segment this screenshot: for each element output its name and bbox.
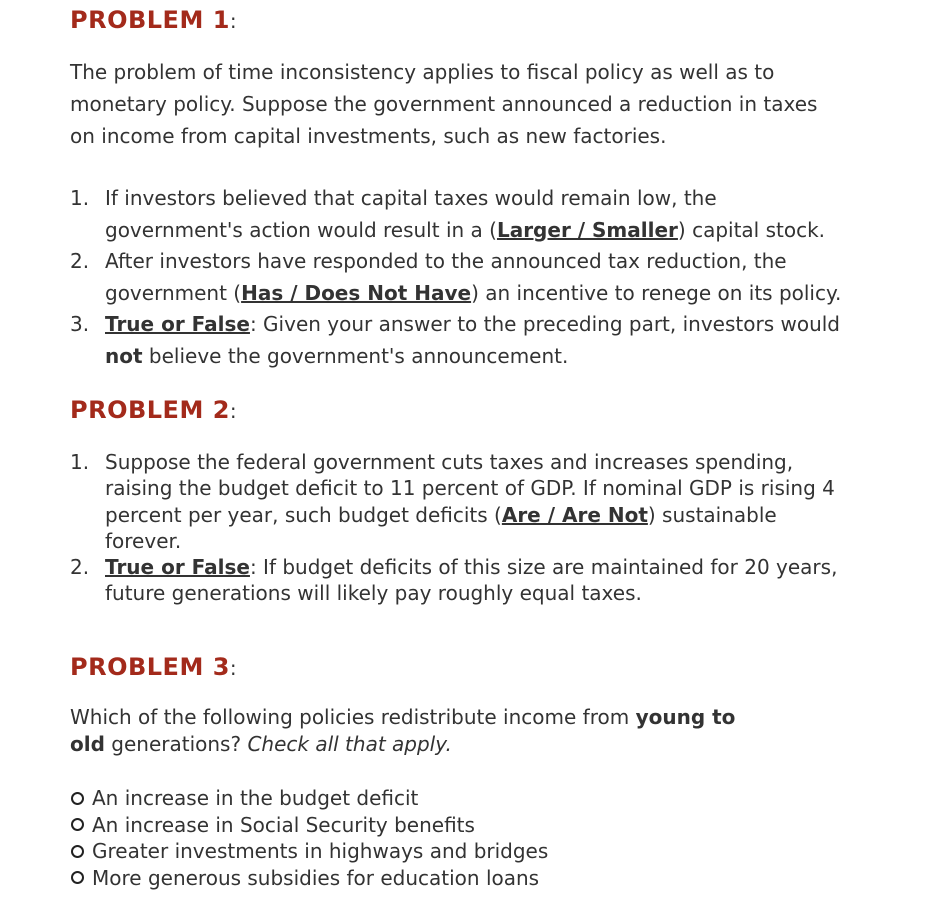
problem-3-title-text: PROBLEM 3: [70, 653, 230, 681]
question-text: True or False: If budget deficits of this size are maintained for 20 years,: [105, 555, 838, 580]
option-social-security[interactable]: [70, 812, 548, 839]
question-text: government's action would result in a (Larger / Smaller) capital stock.: [105, 217, 826, 242]
option-label: An increase in Social Security benefits: [92, 812, 475, 837]
checkbox-icon[interactable]: [71, 792, 84, 805]
option-education-loans[interactable]: [70, 865, 548, 892]
option-budget-deficit[interactable]: [70, 785, 548, 812]
option-label: More generous subsidies for education loans: [92, 865, 540, 890]
question-text: True or False: Given your answer to the preceding part, investors would: [105, 312, 841, 336]
true-false-dropdown[interactable]: True or False: [105, 312, 250, 336]
option-label: An increase in the budget deficit: [92, 786, 419, 810]
problem-1-intro: [70, 56, 910, 152]
question-text: not believe the government's announcement.: [105, 343, 569, 368]
problem-3-options: [70, 785, 548, 891]
problem-1-question-2: 2. After investors have responded to the announced tax reduction, the government (Has / Does Not Have) an incentive to renege on its policy.: [70, 246, 910, 309]
problem-1-title-text: PROBLEM 1: [70, 6, 230, 34]
larger-smaller-dropdown[interactable]: Larger / Smaller: [496, 217, 678, 242]
problem-2-question-2: 2. True or False: If budget deficits of this size are maintained for 20 years, future generations will likely pay roughly equal taxes.: [70, 554, 910, 607]
question-text: raising the budget deficit to 11 percent of GDP. If nominal GDP is rising 4: [105, 476, 835, 501]
problem-2-question-1: 1. Suppose the federal government cuts taxes and increases spending, raising the budget deficit to 11 percent of GDP. If nominal GDP is rising 4 percent per year, such budget deficits (Are / Are Not) sustainable forever.: [70, 449, 910, 554]
problem-2-questions: [70, 449, 910, 607]
problem-2-title: PROBLEM 2:: [70, 396, 238, 424]
question-text: future generations will likely pay roughly equal taxes.: [105, 581, 642, 606]
question-text: If investors believed that capital taxes would remain low, the: [105, 186, 717, 210]
problem-1-question-1: 1. If investors believed that capital taxes would remain low, the government's action would result in a (Larger / Smaller) capital stock.: [70, 183, 910, 246]
problem-2-title-text: PROBLEM 2: [70, 396, 230, 424]
has-does-not-have-dropdown[interactable]: Has / Does Not Have: [241, 280, 472, 305]
option-highways-bridges[interactable]: [70, 838, 548, 865]
question-text: percent per year, such budget deficits (Are / Are Not) sustainable: [105, 502, 777, 527]
intro-line: on income from capital investments, such as new factories.: [70, 124, 667, 148]
checkbox-icon[interactable]: [71, 818, 84, 831]
option-label: Greater investments in highways and bridges: [92, 839, 549, 863]
intro-line: The problem of time inconsistency applies to fiscal policy as well as to: [70, 60, 775, 84]
checkbox-icon[interactable]: [71, 845, 84, 858]
true-false-dropdown[interactable]: True or False: [105, 555, 250, 580]
intro-line: monetary policy. Suppose the government announced a reduction in taxes: [70, 92, 818, 116]
checkbox-icon[interactable]: [71, 871, 84, 884]
problem-1-question-3: 3. True or False: Given your answer to the preceding part, investors would not believe the government's announcement.: [70, 309, 910, 372]
problem-3-prompt: Which of the following policies redistribute income from young to old generations? Check all that apply.: [70, 705, 736, 756]
problem-1-questions: [70, 183, 910, 372]
question-text: Suppose the federal government cuts taxes and increases spending,: [105, 450, 794, 474]
problem-3-title: PROBLEM 3:: [70, 653, 238, 681]
question-text: forever.: [105, 528, 182, 553]
question-text: After investors have responded to the announced tax reduction, the: [105, 249, 787, 273]
question-text: government (Has / Does Not Have) an incentive to renege on its policy.: [105, 280, 842, 305]
problem-1-title: PROBLEM 1:: [70, 6, 238, 34]
are-are-not-dropdown[interactable]: Are / Are Not: [501, 502, 648, 527]
